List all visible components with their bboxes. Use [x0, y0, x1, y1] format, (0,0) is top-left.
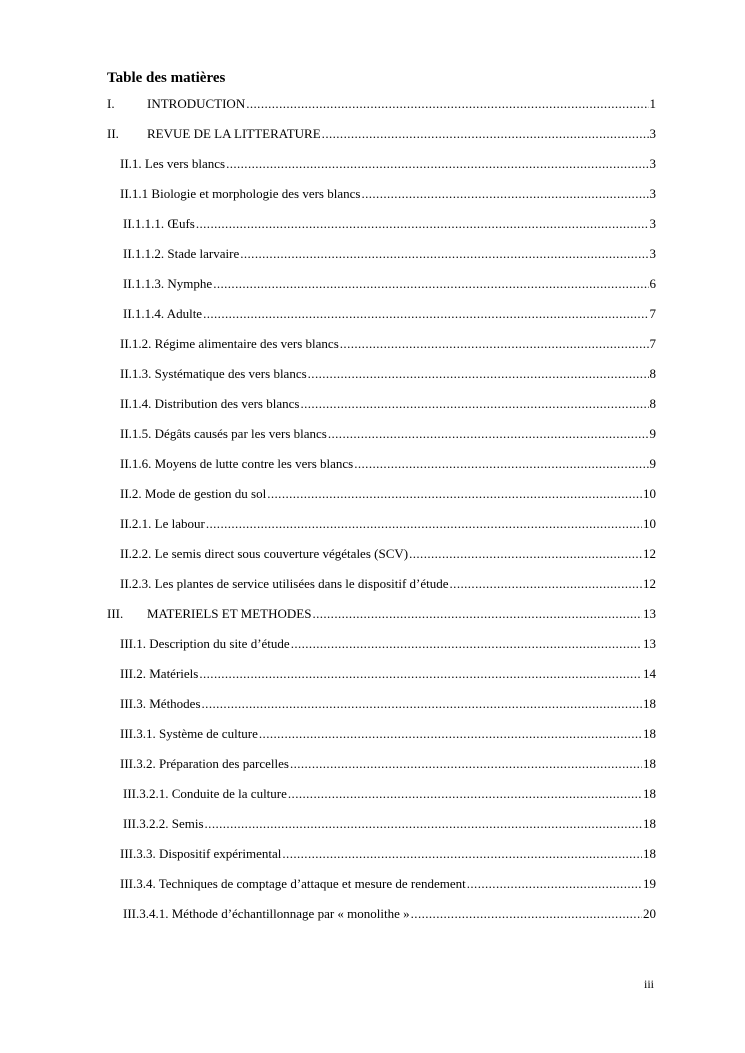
toc-leader-dots [259, 726, 642, 742]
toc-entry-text: II.1.1.1. Œufs [123, 216, 195, 231]
toc-entry-text: II.1. Les vers blancs [120, 156, 226, 171]
toc-entry-page: 18 [643, 726, 656, 741]
toc-entry-page: 8 [649, 396, 656, 411]
toc-entry-page: 18 [643, 756, 656, 771]
toc-entry-page: 7 [649, 306, 656, 321]
toc-entry-text: III.3.2.2. Semis [123, 816, 204, 831]
toc-leader-dots [300, 396, 648, 412]
toc-entry[interactable] [120, 756, 656, 772]
toc-leader-dots [308, 366, 649, 382]
toc-entry[interactable] [120, 846, 656, 862]
toc-entry-page: 14 [643, 666, 656, 681]
toc-title: Table des matières [107, 70, 226, 86]
toc-entry-text: INTRODUCTION [147, 96, 246, 111]
toc-entry-text: II.1.1.3. Nymphe [123, 276, 213, 291]
toc-entry-text: III.3.1. Système de culture [120, 726, 258, 741]
toc-leader-dots [328, 426, 649, 442]
toc-entry-page: 8 [649, 366, 656, 381]
toc-entry[interactable] [120, 876, 656, 892]
toc-entry[interactable] [123, 786, 656, 802]
toc-entry-number: III. [107, 606, 124, 621]
toc-entry[interactable] [123, 246, 656, 262]
toc-entry-text: II.2.2. Le semis direct sous couverture végétales (SCV) [120, 546, 409, 561]
toc-entry[interactable] [107, 606, 656, 622]
toc-entry[interactable] [120, 426, 656, 442]
toc-entry[interactable] [123, 216, 656, 232]
toc-entry-page: 6 [649, 276, 656, 291]
toc-entry-page: 1 [649, 96, 656, 111]
toc-entry-page: 18 [643, 786, 656, 801]
toc-entry-page: 12 [643, 576, 656, 591]
toc-entry[interactable] [120, 366, 656, 382]
toc-entry-page: 13 [643, 606, 656, 621]
toc-entry[interactable] [120, 636, 656, 652]
toc-entry[interactable] [120, 486, 656, 502]
toc-leader-dots [199, 666, 642, 682]
toc-leader-dots [267, 486, 642, 502]
toc-entry[interactable] [120, 576, 656, 592]
toc-entry-page: 12 [643, 546, 656, 561]
toc-entry-page: 3 [649, 156, 656, 171]
toc-entry[interactable] [123, 276, 656, 292]
toc-leader-dots [322, 126, 649, 142]
toc-entry[interactable] [107, 96, 656, 112]
toc-entry-text: II.2.1. Le labour [120, 516, 205, 531]
toc-entry-text: III.3.2.1. Conduite de la culture [123, 786, 287, 801]
toc-entry-page: 3 [649, 246, 656, 261]
toc-leader-dots [205, 816, 642, 832]
toc-entry-text: REVUE DE LA LITTERATURE [147, 126, 321, 141]
toc-entry[interactable] [120, 336, 656, 352]
toc-entry[interactable] [123, 816, 656, 832]
toc-entry-text: II.1.1 Biologie et morphologie des vers blancs [120, 186, 361, 201]
toc-entry-text: III.3.4.1. Méthode d’échantillonnage par « monolithe » [123, 906, 410, 921]
toc-leader-dots [312, 606, 642, 622]
toc-entry-text: III.3.3. Dispositif expérimental [120, 846, 282, 861]
toc-entry-text: II.1.2. Régime alimentaire des vers blancs [120, 336, 339, 351]
toc-leader-dots [240, 246, 648, 262]
toc-entry-page: 20 [643, 906, 656, 921]
toc-entry[interactable] [120, 516, 656, 532]
toc-entry-text: II.1.1.4. Adulte [123, 306, 203, 321]
toc-entry-page: 10 [643, 516, 656, 531]
toc-entry-text: II.1.6. Moyens de lutte contre les vers blancs [120, 456, 354, 471]
toc-entry-text: II.2. Mode de gestion du sol [120, 486, 267, 501]
toc-entry[interactable] [120, 456, 656, 472]
toc-entry-text: III.1. Description du site d’étude [120, 636, 290, 651]
toc-entry-text: II.2.3. Les plantes de service utilisées dans le dispositif d’étude [120, 576, 449, 591]
toc-entry-page: 10 [643, 486, 656, 501]
toc-entry[interactable] [120, 546, 656, 562]
toc-leader-dots [282, 846, 642, 862]
toc-entry[interactable] [120, 666, 656, 682]
toc-leader-dots [213, 276, 648, 292]
toc-leader-dots [290, 756, 642, 772]
toc-leader-dots [467, 876, 642, 892]
toc-entry-page: 9 [649, 456, 656, 471]
toc-leader-dots [340, 336, 649, 352]
toc-leader-dots [450, 576, 642, 592]
toc-entry-text: II.1.3. Systématique des vers blancs [120, 366, 307, 381]
toc-leader-dots [226, 156, 648, 172]
toc-entry[interactable] [120, 156, 656, 172]
toc-leader-dots [354, 456, 648, 472]
toc-entry-text: III.3.4. Techniques de comptage d’attaque et mesure de rendement [120, 876, 466, 891]
toc-entry-page: 18 [643, 696, 656, 711]
toc-leader-dots [246, 96, 648, 112]
toc-entry-page: 7 [649, 336, 656, 351]
toc-entry-page: 13 [643, 636, 656, 651]
toc-entry[interactable] [107, 126, 656, 142]
toc-entry-text: III.2. Matériels [120, 666, 199, 681]
toc-leader-dots [409, 546, 642, 562]
toc-entry-text: II.1.5. Dégâts causés par les vers blancs [120, 426, 327, 441]
toc-leader-dots [206, 516, 642, 532]
toc-entry-page: 3 [649, 216, 656, 231]
toc-entry-text: II.1.1.2. Stade larvaire [123, 246, 240, 261]
toc-entry-text: II.1.4. Distribution des vers blancs [120, 396, 300, 411]
toc-entry-page: 18 [643, 816, 656, 831]
toc-entry[interactable] [120, 186, 656, 202]
toc-entry-page: 3 [649, 186, 656, 201]
toc-entry[interactable] [120, 396, 656, 412]
toc-leader-dots [291, 636, 642, 652]
toc-leader-dots [411, 906, 642, 922]
toc-entry-page: 3 [649, 126, 656, 141]
toc-entry[interactable] [120, 696, 656, 712]
toc-entry-page: 9 [649, 426, 656, 441]
toc-leader-dots [288, 786, 642, 802]
toc-leader-dots [196, 216, 649, 232]
toc-leader-dots [202, 696, 642, 712]
toc-entry-text: III.3. Méthodes [120, 696, 201, 711]
toc-entry[interactable] [120, 726, 656, 742]
toc-entry[interactable] [123, 906, 656, 922]
toc-entry-text: III.3.2. Préparation des parcelles [120, 756, 289, 771]
toc-entry[interactable] [123, 306, 656, 322]
page-number: iii [644, 977, 655, 991]
toc-leader-dots [203, 306, 648, 322]
toc-entry-text: MATERIELS ET METHODES [147, 606, 312, 621]
toc-entry-page: 18 [643, 846, 656, 861]
toc-entry-number: I. [107, 96, 115, 111]
toc-leader-dots [361, 186, 648, 202]
toc-entry-number: II. [107, 126, 119, 141]
toc-entry-page: 19 [643, 876, 656, 891]
